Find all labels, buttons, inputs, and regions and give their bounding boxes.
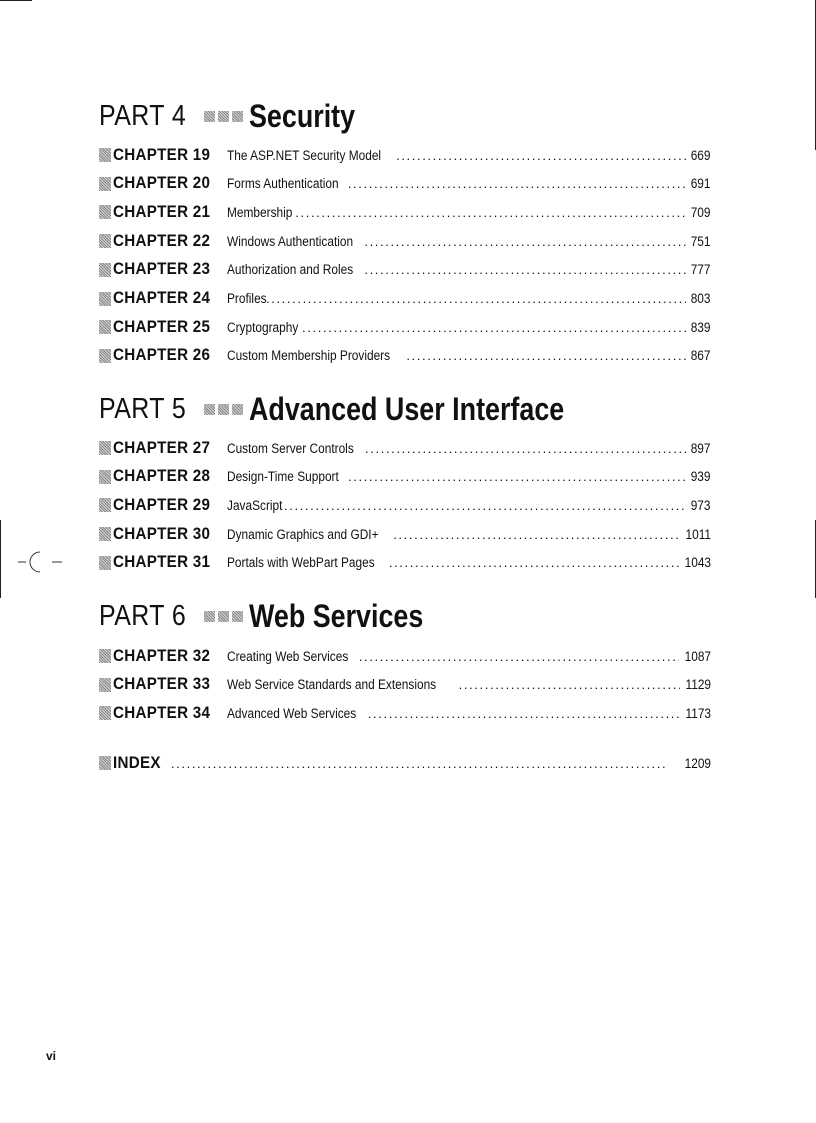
- dot-leader: [364, 234, 686, 249]
- dot-leader: [459, 677, 680, 692]
- dot-leader: [348, 176, 687, 191]
- dot-leader: [348, 469, 686, 484]
- part-title: Security: [249, 97, 356, 134]
- part-separator: [204, 404, 243, 415]
- toc-entry[interactable]: [99, 346, 711, 366]
- chapter-number: CHAPTER 33: [99, 675, 227, 694]
- dot-leader: [302, 320, 686, 335]
- toc-entry[interactable]: [99, 260, 711, 280]
- gray-square-icon: [99, 349, 111, 363]
- registration-mark-icon: [18, 548, 62, 576]
- chapter-title: JavaScript: [227, 497, 283, 513]
- top-rule: [0, 0, 32, 1]
- dot-leader: [359, 649, 679, 664]
- page-number: 1043: [684, 555, 711, 571]
- dot-leader: [389, 555, 679, 570]
- page-number: 1087: [684, 648, 711, 664]
- toc-entry[interactable]: [99, 495, 711, 515]
- gray-square-icon: [218, 611, 229, 622]
- toc-entry[interactable]: [99, 553, 711, 573]
- toc-entry-index[interactable]: [99, 752, 711, 774]
- chapter-number: CHAPTER 32: [99, 647, 227, 666]
- part-heading-5: [99, 389, 625, 429]
- gray-square-icon: [99, 205, 111, 219]
- chapter-title: Design-Time Support: [227, 469, 339, 485]
- chapter-title: Portals with WebPart Pages: [227, 555, 375, 571]
- chapter-title: Web Service Standards and Extensions: [227, 677, 437, 693]
- page-number: 691: [691, 176, 711, 192]
- toc-entry[interactable]: [99, 289, 711, 309]
- chapter-number: CHAPTER 21: [99, 203, 227, 222]
- page-number: 1209: [684, 755, 711, 771]
- part-title: Web Services: [249, 597, 424, 634]
- gray-square-icon: [204, 111, 215, 122]
- chapter-number: CHAPTER 25: [99, 318, 227, 337]
- dot-leader: [396, 148, 686, 163]
- dot-leader: [284, 498, 686, 513]
- gray-square-icon: [99, 177, 111, 191]
- part-separator: [204, 111, 243, 122]
- chapter-title: Dynamic Graphics and GDI+: [227, 526, 379, 542]
- gray-square-icon: [232, 611, 243, 622]
- gray-square-icon: [232, 404, 243, 415]
- page-number: 669: [691, 147, 711, 163]
- page-number: 1011: [685, 526, 711, 542]
- part-label: PART 5: [99, 392, 187, 425]
- gray-square-icon: [99, 756, 111, 770]
- toc-entry[interactable]: [99, 675, 711, 695]
- toc-entry[interactable]: [99, 202, 711, 222]
- toc-entry[interactable]: [99, 317, 711, 337]
- chapter-number: CHAPTER 23: [99, 260, 227, 279]
- chapter-number: CHAPTER 19: [99, 146, 227, 165]
- part-label: PART 4: [99, 99, 187, 132]
- gray-square-icon: [99, 441, 111, 455]
- dot-leader: [365, 441, 686, 456]
- gray-square-icon: [99, 678, 111, 692]
- gray-square-icon: [99, 292, 111, 306]
- chapter-number: CHAPTER 31: [99, 553, 227, 572]
- index-label: INDEX: [99, 754, 165, 773]
- chapter-title: Forms Authentication: [227, 176, 339, 192]
- page-number: 1129: [685, 677, 711, 693]
- toc-entry[interactable]: [99, 703, 711, 723]
- gray-square-icon: [99, 320, 111, 334]
- page-number: 973: [691, 497, 711, 513]
- chapter-number: CHAPTER 24: [99, 289, 227, 308]
- page-number: 709: [691, 204, 711, 220]
- gray-square-icon: [99, 234, 111, 248]
- toc-entry[interactable]: [99, 438, 711, 458]
- gray-square-icon: [99, 649, 111, 663]
- page-number: 803: [691, 291, 711, 306]
- chapter-number: CHAPTER 34: [99, 704, 227, 723]
- chapter-title: Custom Membership Providers: [227, 348, 391, 364]
- gray-square-icon: [99, 148, 111, 162]
- gray-square-icon: [218, 111, 229, 122]
- chapter-title: Membership: [227, 204, 293, 220]
- gray-square-icon: [99, 498, 111, 512]
- toc-entry[interactable]: [99, 646, 711, 666]
- dot-leader: [393, 527, 680, 542]
- gray-square-icon: [99, 263, 111, 277]
- left-edge-rule: [0, 520, 1, 598]
- page-number: 751: [691, 233, 711, 249]
- chapter-title: Advanced Web Services: [227, 705, 357, 721]
- chapter-number: CHAPTER 20: [99, 174, 227, 193]
- page-number: 839: [691, 319, 711, 335]
- part-heading-6: [99, 596, 457, 636]
- chapter-number: CHAPTER 27: [99, 439, 227, 458]
- chapter-title: Custom Server Controls: [227, 440, 354, 456]
- chapter-number: CHAPTER 28: [99, 467, 227, 486]
- toc-entry[interactable]: [99, 145, 711, 165]
- chapter-number: CHAPTER 30: [99, 525, 227, 544]
- chapter-title: The ASP.NET Security Model: [227, 147, 382, 163]
- chapter-title: Windows Authentication: [227, 233, 354, 249]
- gray-square-icon: [99, 527, 111, 541]
- part-separator: [204, 611, 243, 622]
- part-title: Advanced User Interface: [249, 390, 565, 427]
- toc-entry[interactable]: [99, 467, 711, 487]
- dot-leader: [295, 205, 686, 220]
- page-number: 939: [691, 469, 711, 485]
- chapter-number: CHAPTER 26: [99, 346, 227, 365]
- dot-leader: [406, 348, 686, 363]
- page-folio: vi: [46, 1049, 57, 1063]
- toc-entry[interactable]: [99, 174, 711, 194]
- chapter-number: CHAPTER 29: [99, 496, 227, 515]
- gray-square-icon: [232, 111, 243, 122]
- toc-entry[interactable]: [99, 524, 711, 544]
- dot-leader: [364, 262, 686, 277]
- gray-square-icon: [204, 611, 215, 622]
- part-heading-4: [99, 96, 376, 136]
- dot-leader: [171, 756, 679, 771]
- chapter-title: Creating Web Services: [227, 648, 349, 664]
- chapter-title: Cryptography: [227, 319, 299, 335]
- gray-square-icon: [204, 404, 215, 415]
- chapter-title: Authorization and Roles: [227, 262, 354, 278]
- gray-square-icon: [99, 556, 111, 570]
- chapter-number: CHAPTER 22: [99, 232, 227, 251]
- dot-leader: [368, 706, 680, 721]
- part-label: PART 6: [99, 599, 187, 632]
- chapter-title: Profiles: [227, 291, 267, 306]
- gray-square-icon: [99, 470, 111, 484]
- page-number: 1173: [685, 705, 711, 721]
- page-number: 867: [691, 348, 711, 364]
- gray-square-icon: [99, 706, 111, 720]
- dot-leader: [266, 291, 686, 306]
- gray-square-icon: [218, 404, 229, 415]
- page-number: 897: [691, 440, 711, 456]
- toc-entry[interactable]: [99, 231, 711, 251]
- page-number: 777: [691, 262, 711, 278]
